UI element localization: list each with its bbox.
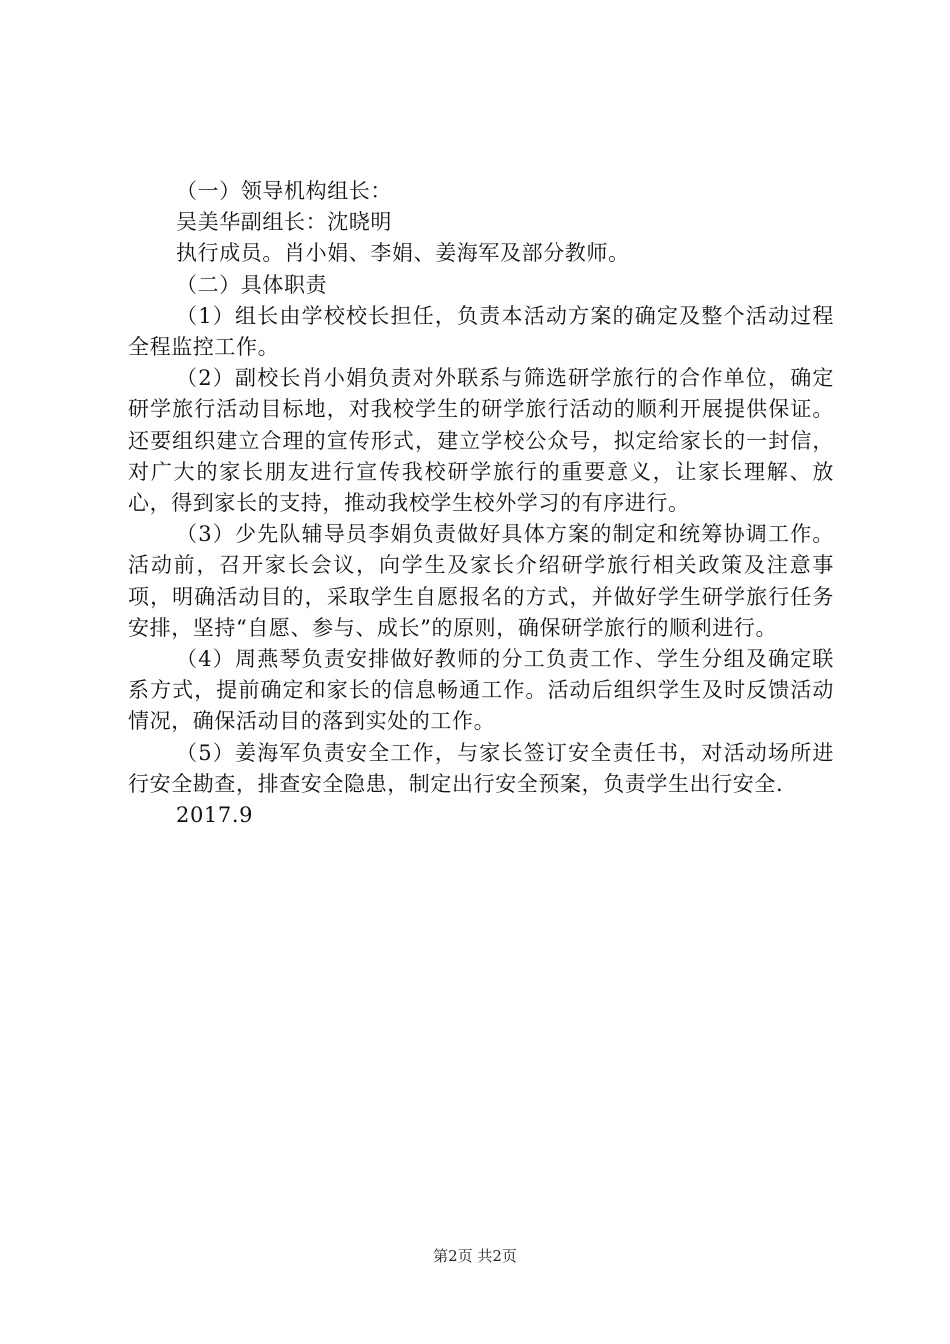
duty-item-1: （1）组长由学校校长担任，负责本活动方案的确定及整个活动过程全程监控工作。: [128, 303, 834, 360]
document-body: [128, 176, 834, 831]
section-heading-leadership: （一）领导机构组长：: [176, 179, 392, 203]
leader-names: 吴美华副组长：沈晓明: [176, 210, 392, 235]
duty-item-2: （2）副校长肖小娟负责对外联系与筛选研学旅行的合作单位，确定研学旅行活动目标地，对我校学生的研学旅行活动的顺利开展提供保证。还要组织建立合理的宣传形式，建立学校公众号，拟定给家长的一封信，对广大的家长朋友进行宣传我校研学旅行的重要意义，让家长理解、放心，得到家长的支持，推动我校学生校外学习的有序进行。: [128, 366, 834, 516]
executive-members: 执行成员。肖小娟、李娟、姜海军及部分教师。: [176, 241, 630, 266]
duty-item-4: （4）周燕琴负责安排做好教师的分工负责工作、学生分组及确定联系方式，提前确定和家长的信息畅通工作。活动后组织学生及时反馈活动情况，确保活动目的落到实处的工作。: [128, 647, 834, 734]
section-heading-duties: （二）具体职责: [176, 272, 328, 297]
document-date: 2017.9: [176, 803, 254, 828]
page-footer: 第2页 共2页: [433, 1247, 517, 1265]
duty-item-3: （3）少先队辅导员李娟负责做好具体方案的制定和统筹协调工作。活动前，召开家长会议，向学生及家长介绍研学旅行相关政策及注意事项，明确活动目的，采取学生自愿报名的方式，并做好学生研学旅行任务安排，坚持“自愿、参与、成长”的原则，确保研学旅行的顺利进行。: [128, 522, 834, 640]
duty-item-5: （5）姜海军负责安全工作，与家长签订安全责任书，对活动场所进行安全勘查，排查安全隐患，制定出行安全预案，负责学生出行安全.: [128, 740, 834, 796]
